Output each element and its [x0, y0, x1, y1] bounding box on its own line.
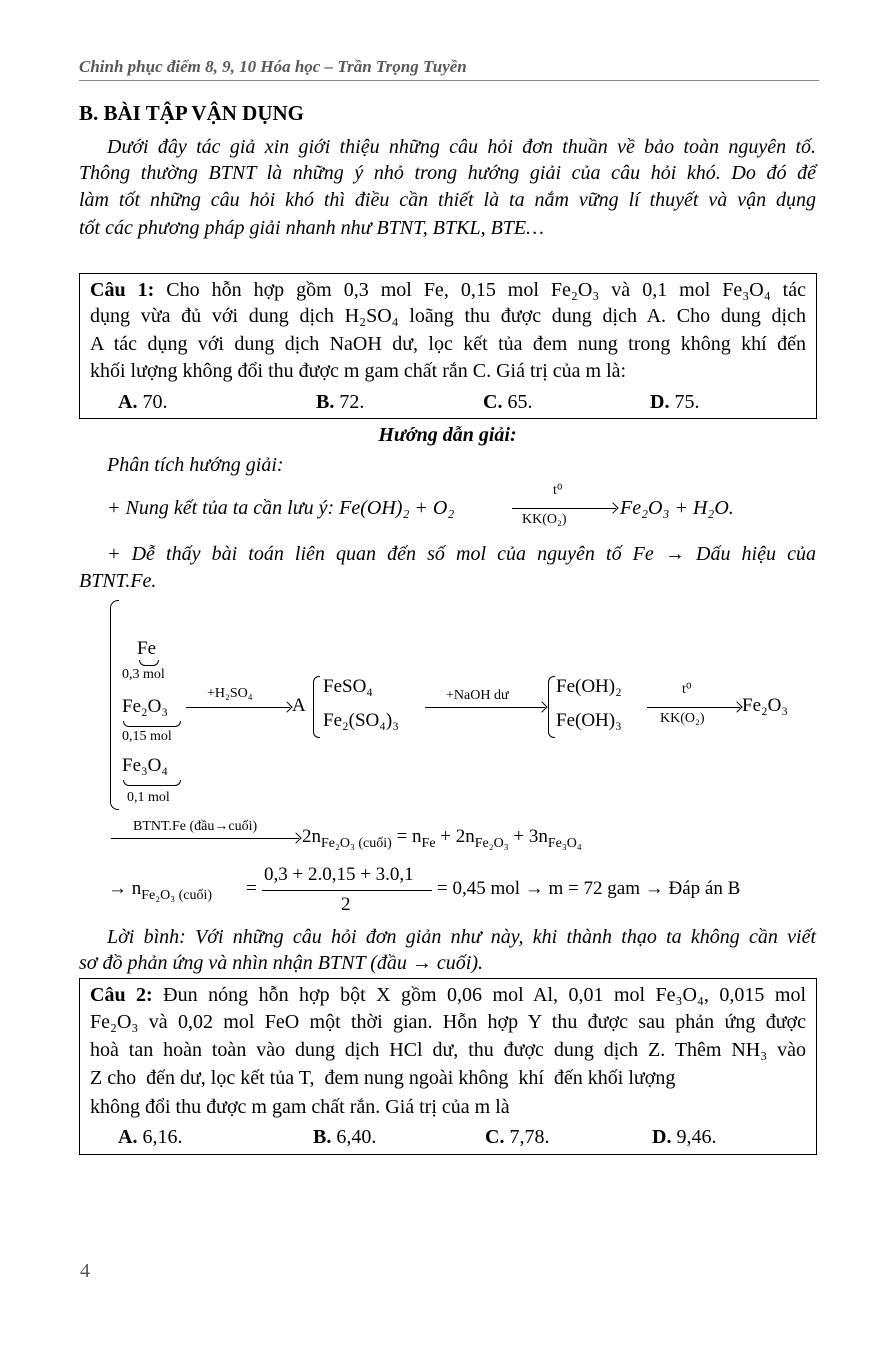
reactant-formula: Fe₃O₄	[122, 755, 168, 776]
option-letter: B.	[313, 1126, 332, 1148]
result-lhs	[108, 878, 212, 904]
analysis-label: Phân tích hướng giải:	[107, 454, 284, 476]
option-text: 6,40.	[331, 1126, 377, 1148]
option-letter: B.	[316, 391, 335, 413]
solution-title: Hướng dẫn giải:	[378, 424, 517, 446]
option-text: 9,46.	[671, 1126, 717, 1148]
btnt-arrow-label: BTNT.Fe (đầu→cuối)	[133, 819, 258, 834]
reactant-amount: 0,1 mol	[127, 790, 170, 805]
left-brace	[110, 600, 119, 810]
option-c	[483, 390, 532, 414]
eq-part: → n	[108, 878, 142, 899]
intro-line: tốt các phương pháp giải nhanh như BTNT, BTKL, BTE…	[79, 217, 544, 239]
note-1-product: Fe₂O₃ + H₂O.	[620, 497, 734, 519]
option-d	[652, 1125, 716, 1149]
equals-sign: =	[246, 878, 257, 899]
question-2-line: không đổi thu được m gam chất rắn. Giá trị của m là	[90, 1096, 510, 1118]
a-product: FeSO₄	[323, 676, 373, 697]
running-header: Chinh phục điểm 8, 9, 10 Hóa học – Trần Trọng Tuyền	[79, 57, 467, 76]
arrow-condition-bottom: KK(O₂)	[522, 512, 567, 527]
option-b	[313, 1125, 376, 1149]
intro-line: Thông thường BTNT là những ý nhỏ trong hướng giải của câu hỏi khó. Do đó để	[79, 162, 816, 184]
question-2-line: hoà tan hoàn toàn vào dung dịch HCl dư, thu được dung dịch Z. Thêm NH₃ vào	[90, 1039, 806, 1061]
brace-a	[313, 676, 320, 738]
question-2-text: Đun nóng hỗn hợp bột X gồm 0,06 mol Al, 0,01 mol Fe₃O₄, 0,015 mol	[152, 984, 806, 1006]
question-2-line: Fe₂O₃ và 0,02 mol FeO một thời gian. Hỗn hợp Y thu được sau phản ứng được	[90, 1011, 806, 1033]
fraction-denominator: 2	[341, 894, 351, 915]
reaction-arrow	[512, 508, 616, 509]
question-1-text: Cho hỗn hợp gồm 0,3 mol Fe, 0,15 mol Fe₂O₃ và 0,1 mol Fe₃O₄ tác	[154, 279, 806, 301]
hydroxide: Fe(OH)₂	[556, 676, 622, 697]
btnt-arrow	[111, 838, 299, 839]
question-1-line: khối lượng không đổi thu được m gam chất rắn C. Giá trị của m là:	[90, 360, 627, 382]
a-product: Fe₂(SO₄)₃	[323, 710, 399, 731]
option-a	[118, 390, 167, 414]
note-2-line: BTNT.Fe.	[79, 570, 157, 592]
option-d	[650, 390, 699, 414]
eq-part: = n	[391, 826, 422, 847]
question-1-label: Câu 1:	[90, 279, 155, 301]
arrow-2	[425, 707, 545, 708]
option-letter: C.	[485, 1126, 505, 1148]
question-1-line: dụng vừa đủ với dung dịch H₂SO₄ loãng thu được dung dịch A. Cho dung dịch	[90, 305, 806, 327]
underbrace	[123, 780, 181, 786]
final-product: Fe₂O₃	[742, 695, 788, 716]
option-text: 75.	[669, 391, 700, 413]
eq-sub: Fe₂O₃ (cuối)	[321, 835, 392, 851]
option-b	[316, 390, 364, 414]
option-text: 7,78.	[504, 1126, 550, 1148]
hydroxide: Fe(OH)₃	[556, 710, 622, 731]
comment-line: sơ đồ phản ứng và nhìn nhận BTNT (đầu → cuối).	[79, 952, 483, 974]
fraction-numerator: 0,3 + 2.0,15 + 3.0,1	[264, 864, 414, 885]
section-title: B. BÀI TẬP VẬN DỤNG	[79, 101, 305, 125]
question-2-line	[90, 983, 806, 1007]
solution-a-label: A	[292, 695, 306, 716]
eq-part: + 3n	[508, 826, 548, 847]
intro-line: làm tốt những câu hỏi khó thì điều cần thiết là ta nắm vững lí thuyết và vận dụng	[79, 189, 816, 211]
eq-sub: Fe₂O₃ (cuối)	[141, 887, 213, 903]
question-2-line: Z cho đến dư, lọc kết tủa T, đem nung ngoài không khí đến khối lượng	[90, 1067, 676, 1089]
option-letter: A.	[118, 391, 138, 413]
page-number: 4	[80, 1260, 90, 1282]
arrow-3-bottom: KK(O₂)	[660, 711, 705, 726]
underbrace	[139, 660, 159, 666]
arrow-1-label: +H₂SO₄	[207, 686, 253, 701]
btnt-equation	[302, 826, 582, 852]
arrow-3	[647, 707, 740, 708]
option-text: 65.	[502, 391, 533, 413]
question-2-label: Câu 2:	[90, 984, 153, 1006]
eq-sub: Fe₃O₄	[547, 835, 582, 851]
header-rule	[79, 80, 819, 81]
intro-line: Dưới đây tác giả xin giới thiệu những câu hỏi đơn thuần về bảo toàn nguyên tố.	[107, 136, 816, 158]
arrow-3-top: t⁰	[682, 682, 692, 697]
note-2-line: + Dễ thấy bài toán liên quan đến số mol của nguyên tố Fe → Dấu hiệu của	[107, 543, 816, 565]
reactant-formula: Fe₂O₃	[122, 696, 168, 717]
note-1-text: + Nung kết tủa ta cần lưu ý: Fe(OH)₂ + O₂	[107, 497, 455, 519]
option-letter: D.	[652, 1126, 672, 1148]
option-c	[485, 1125, 549, 1149]
eq-sub: Fe	[421, 835, 436, 851]
eq-sub: Fe₂O₃	[474, 835, 509, 851]
option-text: 6,16.	[137, 1126, 183, 1148]
eq-part: 2n	[302, 826, 321, 847]
question-1-line: A tác dụng với dung dịch NaOH dư, lọc kết tủa đem nung trong không khí đến	[90, 333, 806, 355]
eq-part: + 2n	[435, 826, 475, 847]
arrow-1	[186, 707, 290, 708]
reactant-amount: 0,3 mol	[122, 667, 165, 682]
underbrace	[123, 721, 181, 727]
result-answer: = 0,45 mol → m = 72 gam → Đáp án B	[437, 878, 741, 899]
option-a	[118, 1125, 182, 1149]
option-letter: D.	[650, 391, 670, 413]
option-text: 70.	[137, 391, 168, 413]
arrow-condition-top: t⁰	[553, 483, 563, 498]
option-text: 72.	[334, 391, 365, 413]
comment-line: Lời bình: Với những câu hỏi đơn giản như này, khi thành thạo ta không cần viết	[107, 926, 816, 948]
fraction-bar	[262, 890, 432, 891]
question-1-line	[90, 278, 806, 302]
reactant-amount: 0,15 mol	[122, 729, 172, 744]
reactant-formula: Fe	[137, 638, 156, 659]
option-letter: C.	[483, 391, 503, 413]
brace-hydroxides	[548, 676, 555, 738]
option-letter: A.	[118, 1126, 138, 1148]
arrow-2-label: +NaOH dư	[446, 688, 509, 703]
